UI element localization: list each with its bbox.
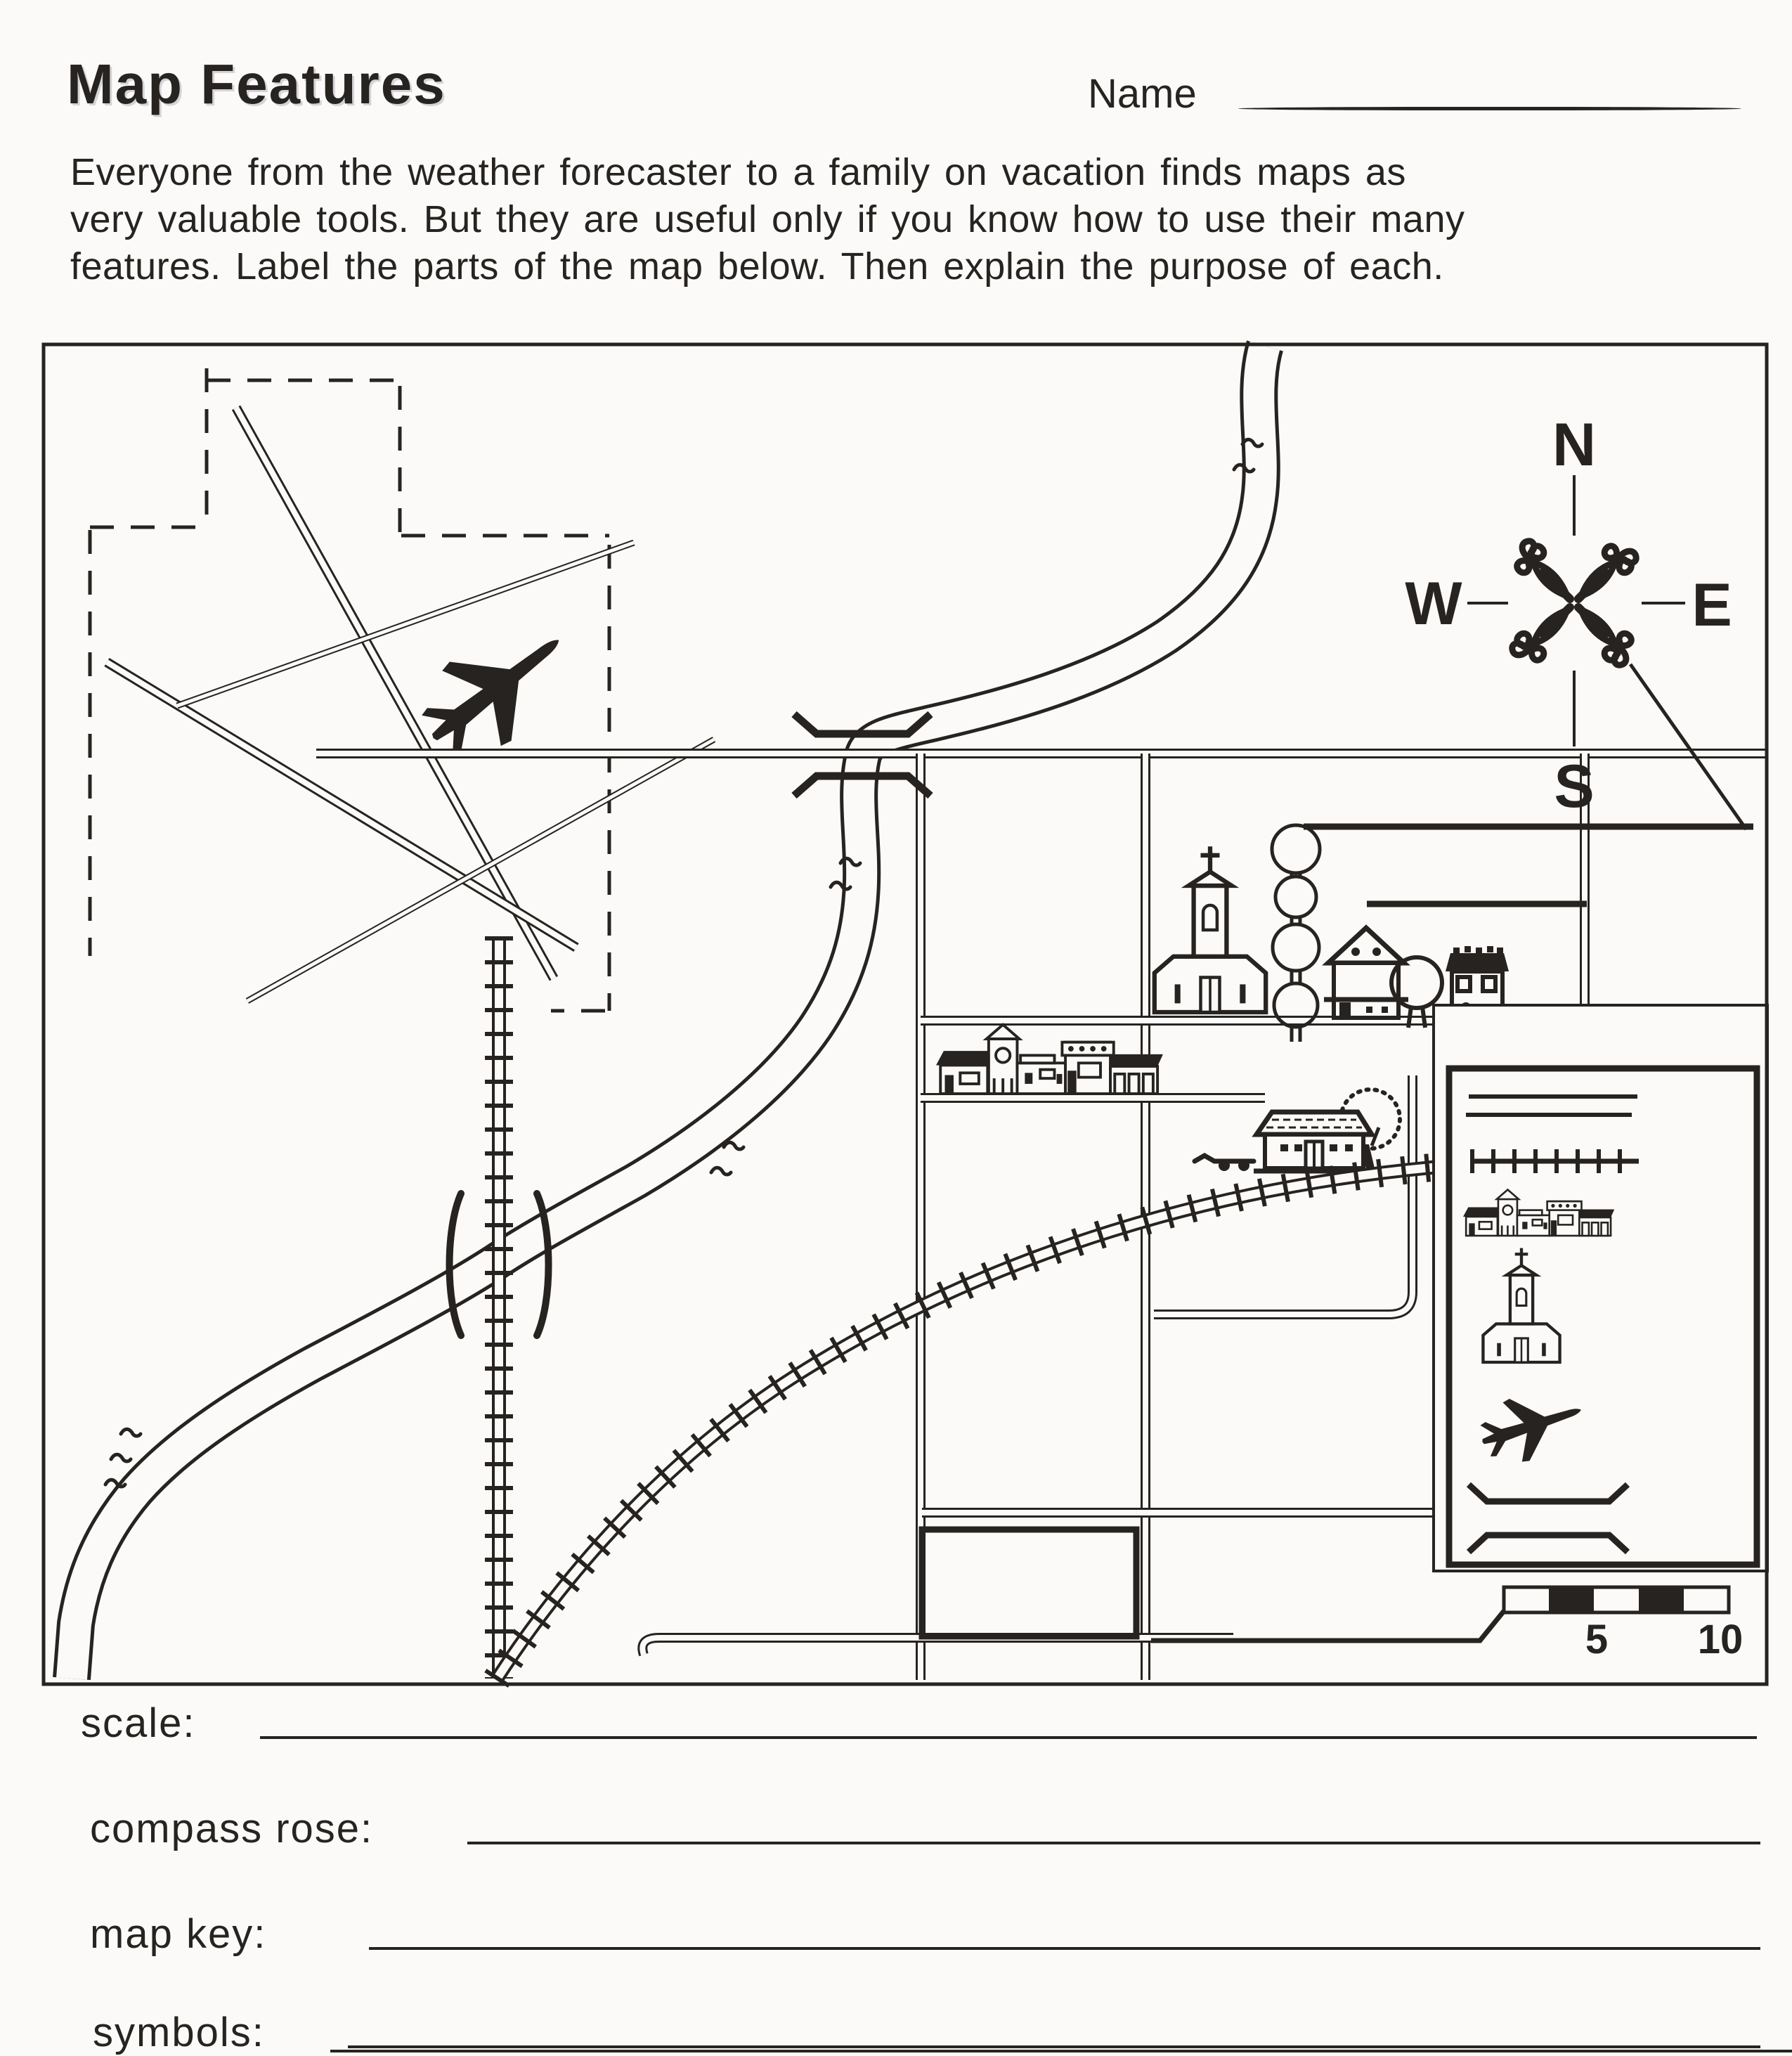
railroad-curved: [496, 1167, 1439, 1680]
page-title: Map Features: [67, 53, 446, 115]
church-icon: [1155, 846, 1266, 1012]
compass-rose-answer-line: [467, 1842, 1760, 1844]
compass-south-label: S: [1554, 753, 1595, 820]
compass-west-label: W: [1405, 570, 1462, 638]
farmhouse-icon: [1254, 1112, 1375, 1171]
compass-rose-answer-label: compass rose:: [90, 1806, 374, 1851]
airport-runways: [107, 408, 714, 1001]
tractor-icon: [1195, 1156, 1254, 1171]
compass-east-label: E: [1692, 571, 1732, 639]
airport-boundary: [90, 368, 609, 1011]
extra-answer-line: [330, 2050, 1792, 2052]
scale-answer-line: [260, 1736, 1757, 1739]
symbols-answer-label: symbols:: [93, 2010, 265, 2055]
compass-rose: [1405, 411, 1732, 820]
instructions-line-1: Everyone from the weather forecaster to a family on vacation finds maps as: [70, 151, 1406, 193]
instructions-line-3: features. Label the parts of the map below. Then explain the purpose of each.: [70, 245, 1444, 287]
scale-bar: [1151, 1587, 1743, 1662]
instructions-line-2: very valuable tools. But they are useful only if you know how to use their many: [70, 198, 1465, 240]
tree-row: [1272, 825, 1320, 1042]
name-label: Name: [1088, 71, 1197, 117]
scale-bar-mid-number: 5: [1585, 1617, 1609, 1662]
water-waves-icon: [105, 439, 1262, 1487]
symbols-answer-line: [348, 2045, 1760, 2048]
compass-north-label: N: [1552, 411, 1597, 479]
scale-answer-label: scale:: [81, 1700, 196, 1746]
map-key-answer-line: [369, 1947, 1760, 1950]
scale-bar-end-number: 10: [1697, 1617, 1744, 1662]
map-key-box: [1434, 1005, 1767, 1571]
map-key-answer-label: map key:: [90, 1911, 267, 1957]
storefront-row-icon: [936, 1025, 1163, 1094]
